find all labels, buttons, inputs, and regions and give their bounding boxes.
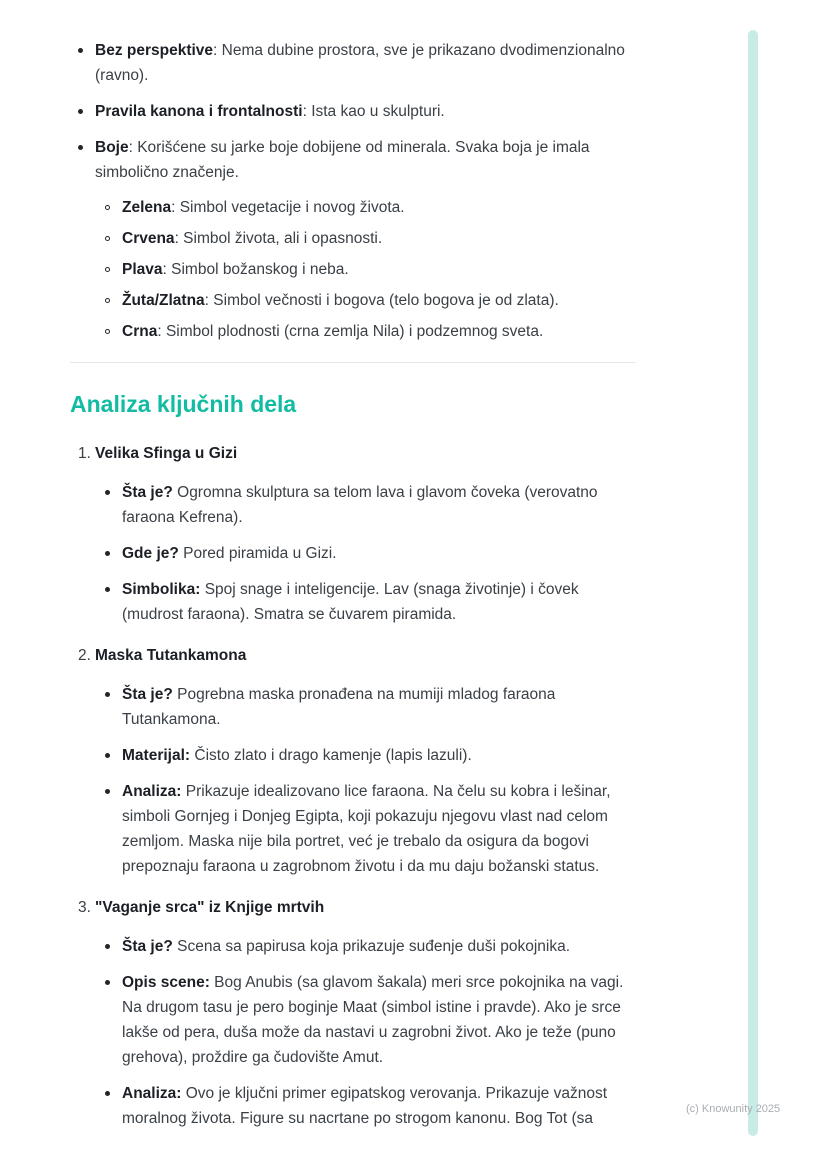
list-item [105,319,636,344]
list-item [105,288,636,313]
list-item [105,682,636,732]
list-item-body: Pored piramida u Gizi. [178,545,337,562]
color-sub-list [105,195,636,344]
bullet-icon [78,38,95,88]
intro-list [70,38,636,350]
list-item-label: Crvena [122,230,175,247]
section-number: 1. [78,445,91,462]
list-item-text [122,970,636,1070]
list-item-group [95,135,636,350]
bullet-icon [105,779,122,879]
list-item-label: Analiza: [122,1085,182,1102]
list-item [105,743,636,768]
list-item-text [122,577,636,627]
list-item-text [122,1081,636,1131]
list-item-text [122,934,636,959]
bullet-icon [105,934,122,959]
list-item-body: Scena sa papirusa koja prikazuje suđenje duši pokojnika. [172,938,571,955]
list-item-label: Žuta/Zlatna [122,292,205,309]
list-item-text [122,288,636,313]
list-item-text [95,135,636,185]
bullet-icon [105,743,122,768]
list-item-body: Čisto zlato i drago kamenje (lapis lazuli). [190,747,472,764]
bullet-icon [105,480,122,530]
list-item [78,135,636,350]
section-number: 3. [78,899,91,916]
list-item-text [122,319,636,344]
list-item [105,970,636,1070]
section-divider [70,362,636,363]
list-item-text [122,480,636,530]
list-item-body: : Korišćene su jarke boje dobijene od minerala. Svaka boja je imala simbolično značenje. [95,139,590,181]
list-item-text [122,682,636,732]
document-content [70,38,636,1147]
bullet-icon [78,99,95,124]
list-item-body: : Nema dubine prostora, sve je prikazano dvodimenzionalno (ravno). [95,42,625,84]
list-item-label: Šta je? [122,938,173,955]
watermark: (c) Knowunity 2025 [686,1103,781,1115]
circle-bullet-icon [105,319,122,344]
list-item-text [122,195,636,220]
list-item [105,779,636,879]
section-vaganje-srca [70,895,636,1131]
list-item [105,577,636,627]
section-list [105,682,636,879]
circle-bullet-icon [105,195,122,220]
list-item [105,226,636,251]
list-item-body: Bog Anubis (sa glavom šakala) meri srce pokojnika na vagi. Na drugom tasu je pero boginje Maat (simbol istine i pravde). Ako je srce lakše od pera, duša može da nastavi u zagrobni život. Ako je teže (puno grehova), proždire ga čudovište Amut. [122,974,624,1066]
bullet-icon [105,970,122,1070]
list-item-label: Šta je? [122,484,173,501]
bullet-icon [78,135,95,350]
section-title [78,643,636,668]
page-edge-stripe [748,30,758,1136]
section-title-text: "Vaganje srca" iz Knjige mrtvih [95,899,325,916]
list-item-label: Crna [122,323,158,340]
list-item-label: Pravila kanona i frontalnosti [95,103,303,120]
bullet-icon [105,682,122,732]
section-velika-sfinga [70,441,636,627]
list-item-label: Opis scene: [122,974,210,991]
list-item-body: Ogromna skulptura sa telom lava i glavom čoveka (verovatno faraona Kefrena). [122,484,598,526]
bullet-icon [105,1081,122,1131]
list-item-label: Simbolika: [122,581,201,598]
list-item [105,934,636,959]
section-title [78,895,636,920]
list-item-text [122,541,636,566]
list-item-text [122,779,636,879]
bullet-icon [105,577,122,627]
bullet-icon [105,541,122,566]
list-item [105,195,636,220]
list-item [78,38,636,88]
section-list [105,480,636,627]
list-item-body: : Simbol božanskog i neba. [162,261,349,278]
list-item-text [122,226,636,251]
section-maska-tutankamona [70,643,636,879]
section-title-text: Velika Sfinga u Gizi [95,445,238,462]
list-item-text [95,99,636,124]
list-item-text [122,743,636,768]
list-item [105,480,636,530]
list-item [105,541,636,566]
list-item-label: Šta je? [122,686,173,703]
list-item [78,99,636,124]
section-number: 2. [78,647,91,664]
list-item [105,257,636,282]
list-item-body: : Simbol vegetacije i novog života. [171,199,405,216]
list-item-text [122,257,636,282]
circle-bullet-icon [105,226,122,251]
page-heading: Analiza ključnih dela [70,391,297,417]
section-title [78,441,636,466]
list-item-label: Boje [95,139,129,156]
circle-bullet-icon [105,288,122,313]
list-item-body: Spoj snage i inteligencije. Lav (snaga životinje) i čovek (mudrost faraona). Smatra se čuvarem piramida. [122,581,579,623]
list-item-label: Zelena [122,199,172,216]
section-title-text: Maska Tutankamona [95,647,247,664]
list-item-label: Materijal: [122,747,191,764]
list-item-body: Ovo je ključni primer egipatskog verovanja. Prikazuje važnost moralnog života. Figure su nacrtane po strogom kanonu. Bog Tot (sa [122,1085,608,1127]
list-item-text [95,38,636,88]
list-item [105,1081,636,1131]
list-item-body: Pogrebna maska pronađena na mumiji mladog faraona Tutankamona. [122,686,556,728]
list-item-body: : Simbol života, ali i opasnosti. [174,230,383,247]
list-item-body: : Ista kao u skulpturi. [302,103,445,120]
list-item-label: Gde je? [122,545,179,562]
list-item-body: : Simbol večnosti i bogova (telo bogova je od zlata). [204,292,559,309]
list-item-body: Prikazuje idealizovano lice faraona. Na čelu su kobra i lešinar, simboli Gornjeg i Donjeg Egipta, koji pokazuju njegovu vlast nad celom zemljom. Maska nije bila portret, već je trebalo da osigura da bogovi prepoznaju faraona u zagrobnom životu i da mu daju božanski status. [122,783,611,875]
section-list [105,934,636,1131]
list-item-label: Bez perspektive [95,42,214,59]
circle-bullet-icon [105,257,122,282]
list-item-body: : Simbol plodnosti (crna zemlja Nila) i podzemnog sveta. [157,323,544,340]
list-item-label: Analiza: [122,783,182,800]
list-item-label: Plava [122,261,163,278]
